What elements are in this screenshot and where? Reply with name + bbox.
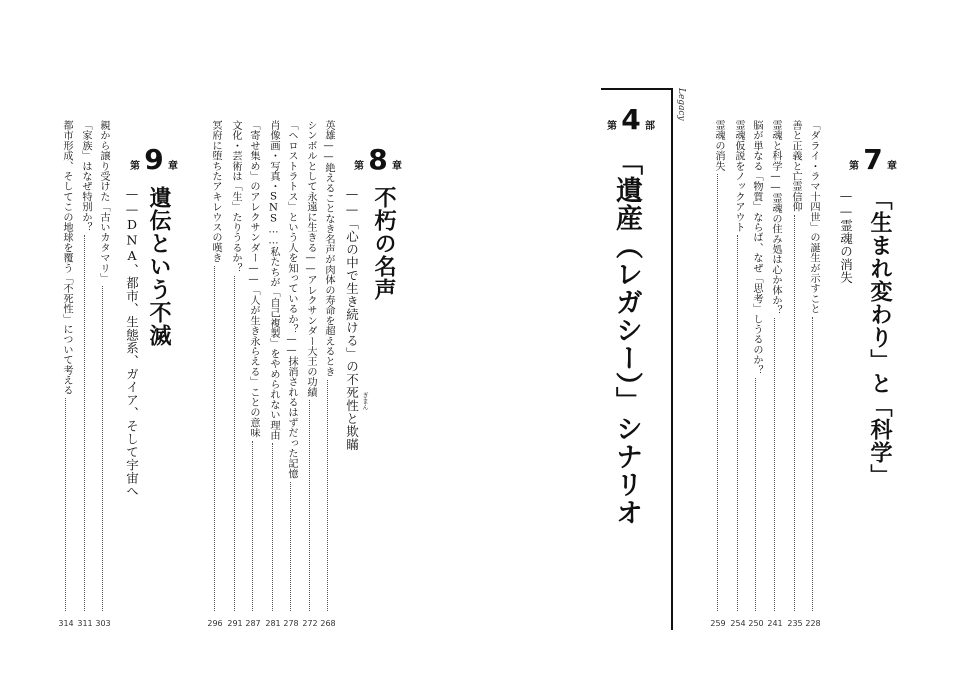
chapter-8-title: 不朽の名声 bbox=[371, 186, 396, 301]
toc-page-number: 287 bbox=[245, 619, 261, 628]
toc-leader-dots bbox=[102, 286, 103, 611]
toc-page-number: 241 bbox=[767, 619, 783, 628]
toc-entry-title: 親から譲り受けた「古いカタマリ」 bbox=[98, 120, 109, 284]
chapter-7-title: 「生まれ変わり」と「科学」 bbox=[867, 188, 892, 487]
toc-page-number: 228 bbox=[805, 619, 821, 628]
toc-entry-title: シンボルとして永遠に生きる——アレクサンダー大王の功績 bbox=[305, 120, 316, 397]
chapter-9-number: 第 9 章 bbox=[130, 143, 178, 176]
toc-entry-title: 「ダライ・ラマ十四世」の誕生が示すこと bbox=[808, 120, 819, 314]
toc-entry-title: 善と正義と亡霊信仰 bbox=[790, 120, 801, 212]
toc-leader-dots bbox=[717, 174, 718, 611]
toc-leader-dots bbox=[84, 235, 85, 611]
toc-entry-title: 「家族」はなぜ特別か？ bbox=[80, 120, 91, 233]
chapter-8-ruby: ぎまん bbox=[361, 392, 368, 410]
toc-entry-title: 文化・芸術は「生」たりうるか？ bbox=[230, 120, 241, 273]
toc-entry-title: 冥府に堕ちたアキレウスの嘆き bbox=[210, 120, 221, 263]
toc-entry bbox=[321, 120, 335, 611]
toc-entry bbox=[59, 120, 73, 611]
toc-page-number: 314 bbox=[58, 619, 74, 628]
toc-leader-dots bbox=[774, 318, 775, 611]
toc-entry-title: 霊魂仮説をノックアウト bbox=[733, 120, 744, 233]
toc-entry bbox=[731, 120, 745, 611]
chapter-7-subtitle: ——霊魂の消失 bbox=[838, 188, 854, 284]
chapter-9-title: 遺伝という不滅 bbox=[146, 186, 171, 347]
toc-entry bbox=[303, 120, 317, 611]
toc-page-number: 272 bbox=[302, 619, 318, 628]
toc-page-number: 235 bbox=[787, 619, 803, 628]
toc-page-number: 311 bbox=[77, 619, 93, 628]
toc-entry-title: 「寄せ集め」のアレクサンダー——「人が生き永らえる」ことの意味 bbox=[248, 120, 259, 438]
toc-page-number: 281 bbox=[265, 619, 281, 628]
toc-leader-dots bbox=[812, 317, 813, 611]
toc-entry bbox=[749, 120, 763, 611]
toc-entry-title: 肖像画・写真・SNS……私たちが「自己複製」をやめられない理由 bbox=[268, 120, 279, 441]
toc-leader-dots bbox=[272, 443, 273, 611]
toc-entry bbox=[711, 120, 725, 611]
toc-entry bbox=[246, 120, 260, 611]
toc-page-number: 278 bbox=[283, 619, 299, 628]
toc-entry-title: 都市形成、そしてこの地球を覆う「不死性」について考える bbox=[61, 120, 72, 396]
toc-entry bbox=[284, 120, 298, 611]
toc-leader-dots bbox=[252, 441, 253, 611]
toc-entry-title: 「ヘロストラトス」という人を知っているか？——抹消されるはずだった記憶 bbox=[286, 120, 297, 479]
toc-page-number: 254 bbox=[730, 619, 746, 628]
toc-entry bbox=[208, 120, 222, 611]
toc-page-number: 296 bbox=[207, 619, 223, 628]
toc-entry-title: 霊魂の消失 bbox=[713, 120, 724, 171]
toc-entry bbox=[228, 120, 242, 611]
toc-entry-title: 脳が単なる「物質」ならば、なぜ「思考」しうるのか？ bbox=[751, 120, 762, 375]
toc-leader-dots bbox=[290, 482, 291, 611]
toc-leader-dots bbox=[327, 380, 328, 611]
toc-leader-dots bbox=[214, 266, 215, 611]
chapter-9-subtitle: ——DNA、都市、生態系、ガイア、そして宇宙へ bbox=[124, 186, 140, 498]
toc-leader-dots bbox=[65, 398, 66, 611]
toc-leader-dots bbox=[737, 235, 738, 611]
toc-page-number: 268 bbox=[320, 619, 336, 628]
part-4-english-label: Legacy bbox=[676, 88, 686, 121]
toc-entry bbox=[96, 120, 110, 611]
toc-entry bbox=[768, 120, 782, 611]
chapter-7-number: 第 7 章 bbox=[849, 143, 897, 176]
toc-leader-dots bbox=[755, 378, 756, 611]
toc-leader-dots bbox=[234, 276, 235, 611]
chapter-8-subtitle: ——「心の中で生き続ける」の不死性と欺瞞 bbox=[344, 186, 360, 451]
toc-page-number: 259 bbox=[710, 619, 726, 628]
toc-entry bbox=[788, 120, 802, 611]
toc-page-number: 291 bbox=[227, 619, 243, 628]
toc-entry-title: 霊魂と科学——霊魂の住み処は心か体か？ bbox=[770, 120, 781, 316]
toc-entry bbox=[78, 120, 92, 611]
toc-entry-title: 英雄——絶えることなき名声が肉体の寿命を超えるとき bbox=[323, 120, 334, 377]
toc-page-number: 250 bbox=[748, 619, 764, 628]
toc-entry bbox=[806, 120, 820, 611]
part-4-number: 第 4 部 bbox=[607, 103, 655, 136]
chapter-8-number: 第 8 章 bbox=[354, 143, 402, 176]
toc-leader-dots bbox=[794, 215, 795, 611]
toc-page-number: 303 bbox=[95, 619, 111, 628]
toc-entry bbox=[266, 120, 280, 611]
part-4-title: 「遺産（レガシー）」シナリオ bbox=[611, 148, 642, 527]
toc-leader-dots bbox=[309, 400, 310, 611]
